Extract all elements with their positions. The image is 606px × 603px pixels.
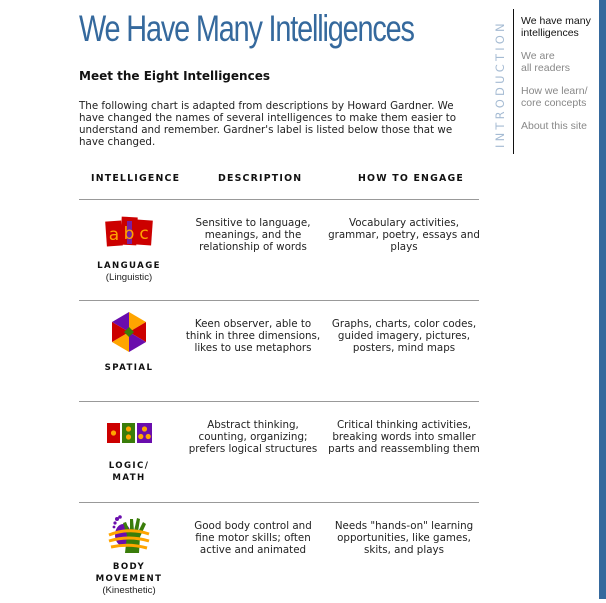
table-header — [79, 170, 479, 199]
description-cell: Good body control and fine motor skills; often active and animated — [194, 520, 312, 556]
description-cell: Sensitive to language, meanings, and the relationship of words — [195, 217, 311, 253]
section-subtitle: Meet the Eight Intelligences — [79, 69, 270, 83]
column-header-intelligence: INTELLIGENCE — [91, 173, 181, 184]
intelligence-cell — [79, 503, 179, 596]
sidebar-nav — [521, 15, 599, 143]
engage-cell: Critical thinking activities, breaking words into smaller parts and reassembling them — [328, 419, 480, 455]
intelligence-name: LOGIC/ — [108, 461, 150, 471]
nav-label-line1: We are — [521, 50, 555, 62]
intelligence-name: LANGUAGE — [97, 261, 161, 271]
intelligence-cell — [79, 200, 179, 283]
table-row — [79, 502, 479, 603]
intelligence-cell — [79, 301, 179, 374]
description-cell: Abstract thinking, counting, organizing; prefers logical structures — [188, 419, 318, 455]
abc-blocks-icon — [103, 214, 155, 254]
sidebar-section-label: INTRODUCTION — [493, 20, 507, 148]
intelligences-table — [79, 170, 479, 603]
sidebar-item-we-are-all-readers[interactable] — [521, 50, 599, 74]
column-header-description: DESCRIPTION — [218, 173, 303, 184]
engage-cell: Graphs, charts, color codes, guided imagery, pictures, posters, mind maps — [331, 318, 477, 354]
hexagon-cube-icon — [103, 311, 155, 353]
hand-foot-icon — [103, 513, 155, 557]
sidebar-divider — [513, 9, 514, 154]
intelligence-cell — [79, 402, 179, 484]
description-cell: Keen observer, able to think in three dimensions, likes to use metaphors — [185, 318, 321, 354]
right-accent-bar — [599, 0, 606, 599]
engage-cell: Vocabulary activities, grammar, poetry, essays and plays — [328, 217, 480, 253]
nav-label-line2: intelligences — [521, 27, 579, 39]
svg-text:b: b — [123, 224, 135, 244]
sidebar-item-we-have-many-intelligences[interactable] — [521, 15, 599, 39]
page-title: We Have Many Intelligences — [79, 8, 414, 49]
sidebar-item-how-we-learn[interactable] — [521, 85, 599, 109]
engage-cell: Needs "hands-on" learning opportunities, like games, skits, and plays — [334, 520, 474, 556]
table-row — [79, 300, 479, 401]
gardner-label: (Linguistic) — [105, 272, 153, 283]
column-header-how-to-engage: HOW TO ENGAGE — [358, 173, 464, 184]
intro-paragraph: The following chart is adapted from descriptions by Howard Gardner. We have changed the names of several intelligences to make them easier to understand and remember. Gardner's label is listed below those that we have changed. — [79, 100, 457, 148]
intelligence-name-line2: MOVEMENT — [95, 574, 163, 584]
intelligence-name: BODY — [112, 562, 146, 572]
nav-label-line2: all readers — [521, 62, 571, 74]
nav-label-line1: About this site — [521, 120, 587, 132]
svg-text:c: c — [139, 224, 149, 244]
gardner-label: (Kinesthetic) — [102, 585, 156, 596]
table-row — [79, 401, 479, 502]
intelligence-name-line2: MATH — [112, 473, 146, 483]
table-row — [79, 199, 479, 300]
intelligence-name: SPATIAL — [104, 363, 154, 373]
nav-label-line1: How we learn/ — [521, 85, 588, 97]
svg-text:a: a — [108, 225, 120, 245]
nav-label-line2: core concepts — [521, 97, 587, 109]
dice-blocks-icon — [103, 422, 155, 444]
sidebar-item-about-this-site[interactable] — [521, 120, 599, 132]
nav-label-line1: We have many — [521, 15, 591, 27]
